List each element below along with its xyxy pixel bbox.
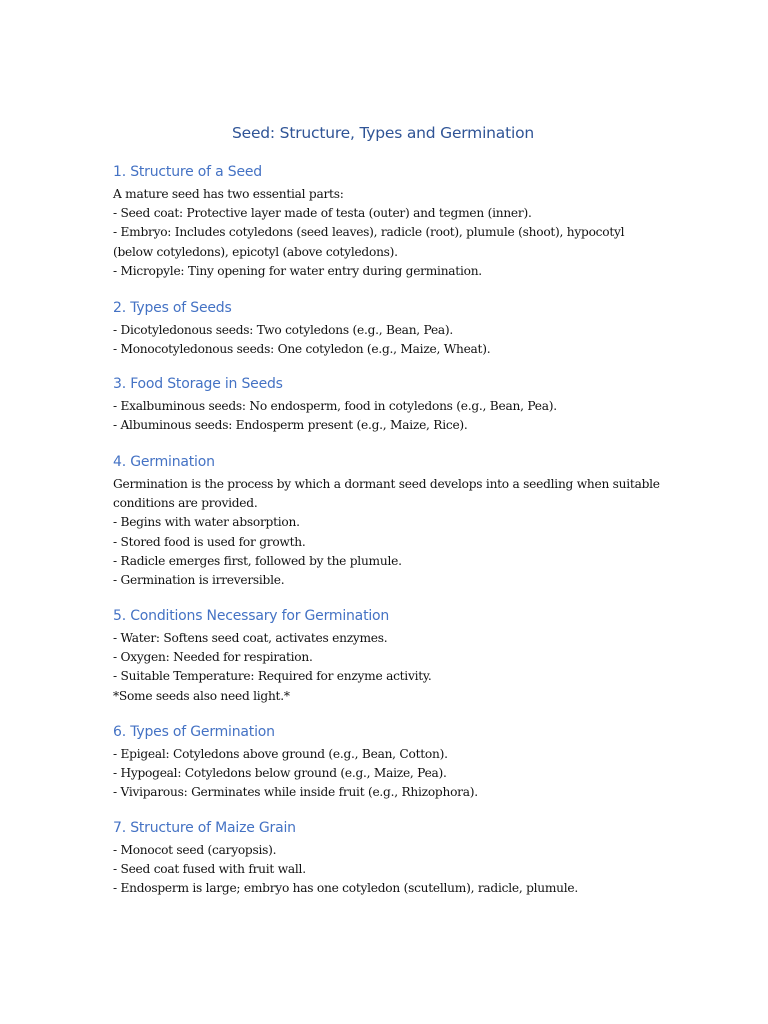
section-types-of-germination xyxy=(113,722,673,803)
paragraph-line: - Germination is irreversible. xyxy=(113,572,285,587)
paragraph-line: - Dicotyledonous seeds: Two cotyledons (e.g., Bean, Pea). xyxy=(113,323,454,337)
paragraph-line: *Some seeds also need light.* xyxy=(113,688,290,703)
paragraph-line: - Embryo: Includes cotyledons (seed leaves), radicle (root), plumule (shoot), hypocotyl xyxy=(113,225,625,240)
paragraph-line: - Viviparous: Germinates while inside fruit (e.g., Rhizophora). xyxy=(113,785,478,800)
paragraph-line: - Monocotyledonous seeds: One cotyledon (e.g., Maize, Wheat). xyxy=(113,342,491,357)
section-types-of-seeds xyxy=(113,298,673,359)
paragraph-line: - Suitable Temperature: Required for enzyme activity. xyxy=(113,669,432,684)
paragraph-line: - Epigeal: Cotyledons above ground (e.g., Bean, Cotton). xyxy=(113,747,448,761)
section-conditions-for-germination xyxy=(113,606,673,706)
paragraph-line: - Albuminous seeds: Endosperm present (e.g., Maize, Rice). xyxy=(113,418,468,433)
paragraph-line: - Begins with water absorption. xyxy=(113,515,300,530)
paragraph-line: - Micropyle: Tiny opening for water entry during germination. xyxy=(113,263,482,278)
section-heading: 3. Food Storage in Seeds xyxy=(113,376,283,392)
section-structure-of-seed xyxy=(113,162,673,281)
section-heading: 7. Structure of Maize Grain xyxy=(113,820,296,836)
paragraph-line: A mature seed has two essential parts: xyxy=(113,187,344,201)
paragraph-line: conditions are provided. xyxy=(113,496,258,511)
paragraph-line: - Radicle emerges first, followed by the plumule. xyxy=(113,553,402,568)
paragraph-line: - Oxygen: Needed for respiration. xyxy=(113,650,313,665)
section-heading: 2. Types of Seeds xyxy=(113,300,232,316)
paragraph-line: Germination is the process by which a dormant seed develops into a seedling when suitable xyxy=(113,477,660,491)
paragraph-line: - Water: Softens seed coat, activates enzymes. xyxy=(113,631,388,645)
section-heading: 6. Types of Germination xyxy=(113,724,275,740)
paragraph-line: - Exalbuminous seeds: No endosperm, food in cotyledons (e.g., Bean, Pea). xyxy=(113,399,557,413)
section-heading: 1. Structure of a Seed xyxy=(113,164,262,180)
section-heading: 4. Germination xyxy=(113,454,215,470)
paragraph-line: - Monocot seed (caryopsis). xyxy=(113,843,277,857)
section-germination xyxy=(113,452,673,590)
paragraph-line: - Seed coat: Protective layer made of testa (outer) and tegmen (inner). xyxy=(113,206,532,221)
section-food-storage xyxy=(113,374,673,435)
paragraph-line: (below cotyledons), epicotyl (above cotyledons). xyxy=(113,244,398,259)
section-heading: 5. Conditions Necessary for Germination xyxy=(113,608,390,624)
paragraph-line: - Seed coat fused with fruit wall. xyxy=(113,862,306,877)
paragraph-line: - Endosperm is large; embryo has one cotyledon (scutellum), radicle, plumule. xyxy=(113,881,579,896)
section-maize-grain xyxy=(113,818,673,899)
document-title: Seed: Structure, Types and Germination xyxy=(231,124,534,142)
paragraph-line: - Hypogeal: Cotyledons below ground (e.g., Maize, Pea). xyxy=(113,766,447,781)
paragraph-line: - Stored food is used for growth. xyxy=(113,534,306,549)
